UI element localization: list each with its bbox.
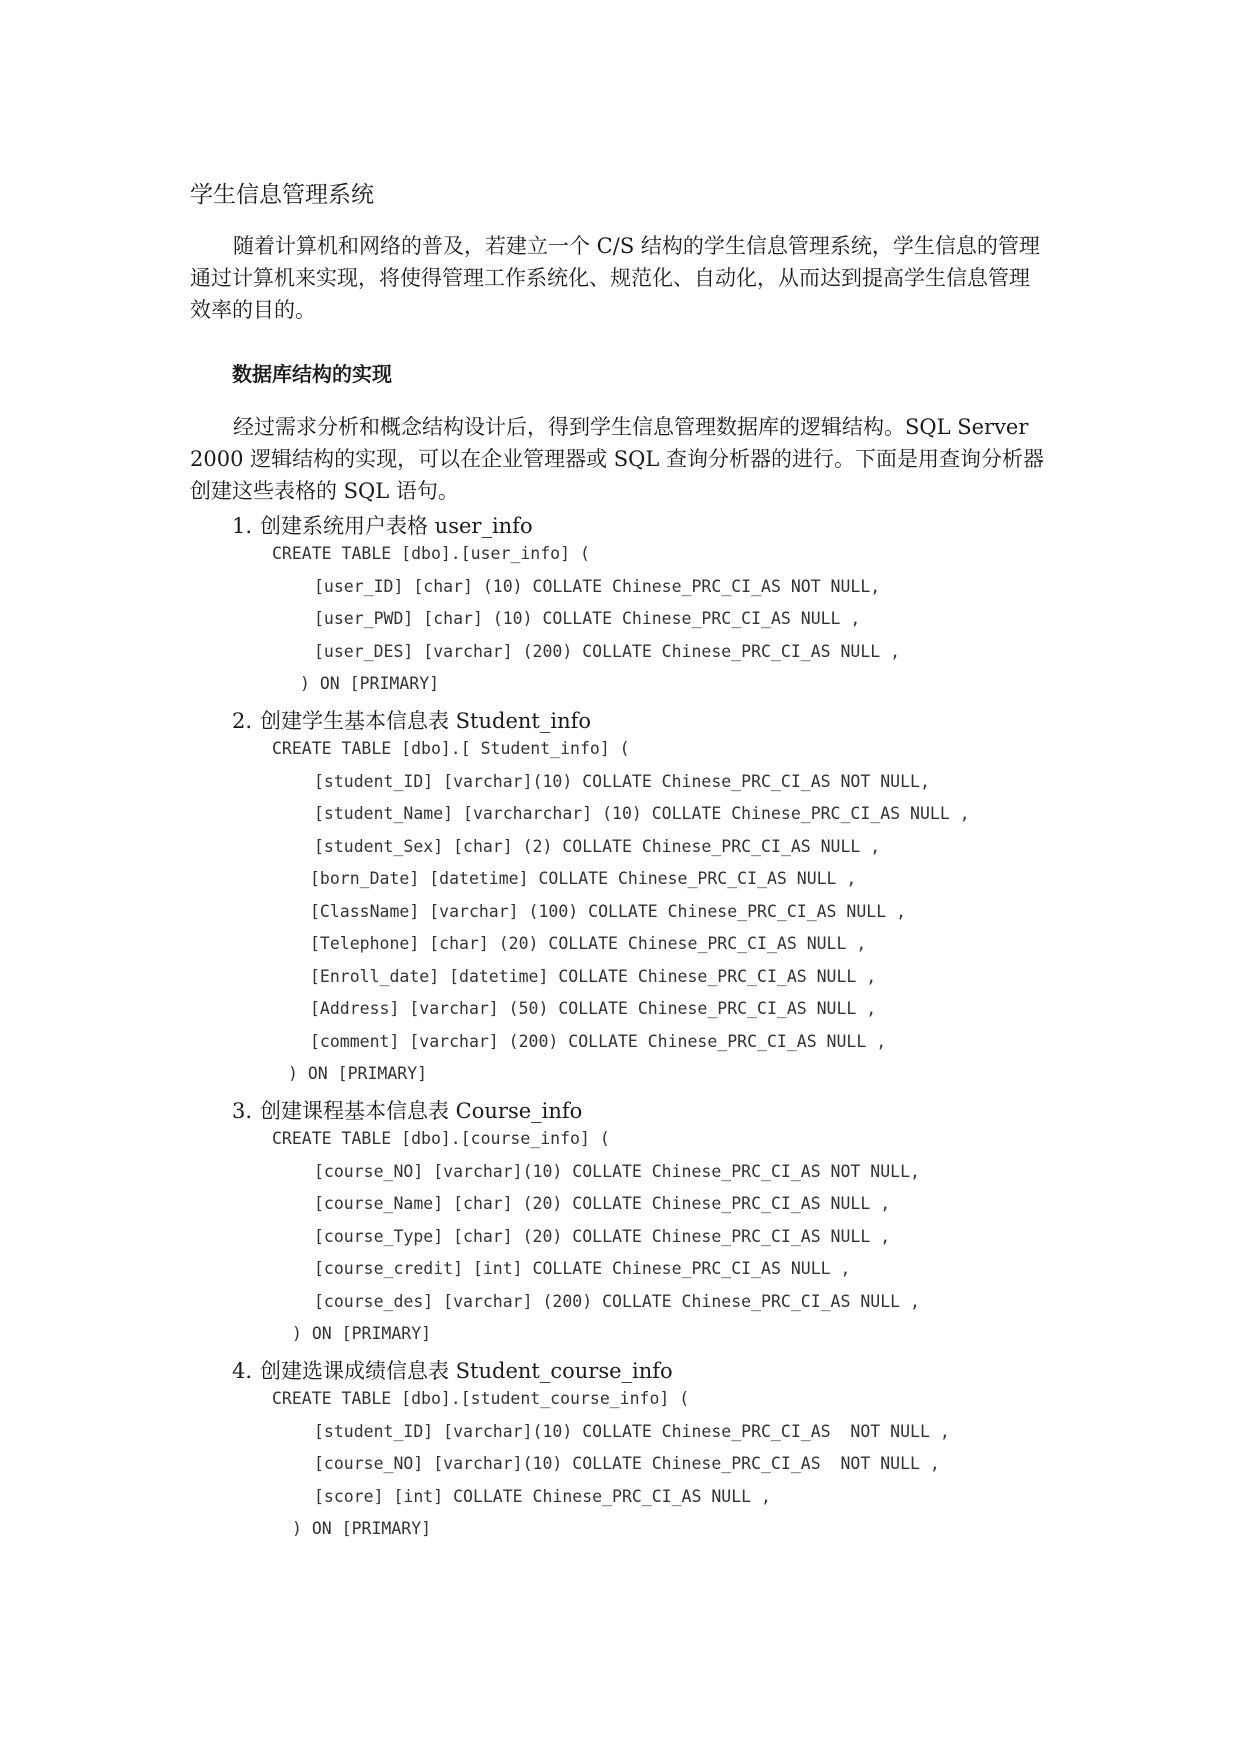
item-number: 2. [232,709,253,733]
item-heading [232,1095,582,1125]
column-definition: [user_PWD] [char] (10) COLLATE Chinese_PRC_CI_AS NULL , [314,609,861,628]
item-heading [232,705,591,735]
column-definition: [student_Name] [varcharchar] (10) COLLATE Chinese_PRC_CI_AS NULL , [314,804,970,823]
section-line: 经过需求分析和概念结构设计后，得到学生信息管理数据库的逻辑结构。SQL Server [233,415,1029,439]
column-definition: [user_ID] [char] (10) COLLATE Chinese_PRC_CI_AS NOT NULL, [314,577,881,596]
column-definition: [score] [int] COLLATE Chinese_PRC_CI_AS NULL , [314,1487,771,1506]
item-title: 创建选课成绩信息表 Student_course_info [260,1359,673,1383]
intro-line: 随着计算机和网络的普及，若建立一个 C/S 结构的学生信息管理系统，学生信息的管理 [233,234,1040,258]
column-definition: [Address] [varchar] (50) COLLATE Chinese_PRC_CI_AS NULL , [310,999,877,1018]
section-heading: 数据库结构的实现 [232,362,392,386]
section-line: 2000 逻辑结构的实现，可以在企业管理器或 SQL 查询分析器的进行。下面是用查询分析器 [190,447,1045,471]
column-definition: [Telephone] [char] (20) COLLATE Chinese_PRC_CI_AS NULL , [310,934,867,953]
item-number: 4. [232,1359,253,1383]
column-definition: [ClassName] [varchar] (100) COLLATE Chinese_PRC_CI_AS NULL , [310,902,907,921]
create-statement: CREATE TABLE [dbo].[user_info] ( [272,544,590,563]
create-statement: CREATE TABLE [dbo].[course_info] ( [272,1129,610,1148]
item-title: 创建系统用户表格 user_info [260,514,533,538]
item-number: 3. [232,1099,253,1123]
intro-paragraph [190,230,1058,326]
column-definition: [student_ID] [varchar](10) COLLATE Chinese_PRC_CI_AS NOT NULL , [314,1422,950,1441]
intro-line: 通过计算机来实现，将使得管理工作系统化、规范化、自动化，从而达到提高学生信息管理 [190,266,1030,290]
document-title: 学生信息管理系统 [190,182,374,208]
section-line: 创建这些表格的 SQL 语句。 [190,479,459,503]
item-title: 创建课程基本信息表 Course_info [260,1099,583,1123]
column-definition: [user_DES] [varchar] (200) COLLATE Chinese_PRC_CI_AS NULL , [314,642,901,661]
create-statement: CREATE TABLE [dbo].[ Student_info] ( [272,739,630,758]
column-definition: [Enroll_date] [datetime] COLLATE Chinese_PRC_CI_AS NULL , [310,967,877,986]
intro-line: 效率的目的。 [190,298,316,322]
section-paragraph [190,411,1058,507]
column-definition: [student_Sex] [char] (2) COLLATE Chinese_PRC_CI_AS NULL , [314,837,881,856]
column-definition: [born_Date] [datetime] COLLATE Chinese_PRC_CI_AS NULL , [310,869,857,888]
column-definition: [course_NO] [varchar](10) COLLATE Chinese_PRC_CI_AS NOT NULL, [314,1162,920,1181]
column-definition: [course_Type] [char] (20) COLLATE Chinese_PRC_CI_AS NULL , [314,1227,891,1246]
item-title: 创建学生基本信息表 Student_info [260,709,592,733]
column-definition: [comment] [varchar] (200) COLLATE Chinese_PRC_CI_AS NULL , [310,1032,887,1051]
column-definition: [course_Name] [char] (20) COLLATE Chinese_PRC_CI_AS NULL , [314,1194,891,1213]
column-definition: [student_ID] [varchar](10) COLLATE Chinese_PRC_CI_AS NOT NULL, [314,772,930,791]
item-heading [232,1355,673,1385]
end-statement: ) ON [PRIMARY] [292,1519,432,1538]
end-statement: ) ON [PRIMARY] [300,674,440,693]
item-heading [232,510,533,540]
column-definition: [course_des] [varchar] (200) COLLATE Chinese_PRC_CI_AS NULL , [314,1292,920,1311]
create-statement: CREATE TABLE [dbo].[student_course_info] ( [272,1389,690,1408]
end-statement: ) ON [PRIMARY] [292,1324,432,1343]
item-number: 1. [232,514,253,538]
end-statement: ) ON [PRIMARY] [288,1064,428,1083]
column-definition: [course_credit] [int] COLLATE Chinese_PRC_CI_AS NULL , [314,1259,851,1278]
column-definition: [course_NO] [varchar](10) COLLATE Chinese_PRC_CI_AS NOT NULL , [314,1454,940,1473]
